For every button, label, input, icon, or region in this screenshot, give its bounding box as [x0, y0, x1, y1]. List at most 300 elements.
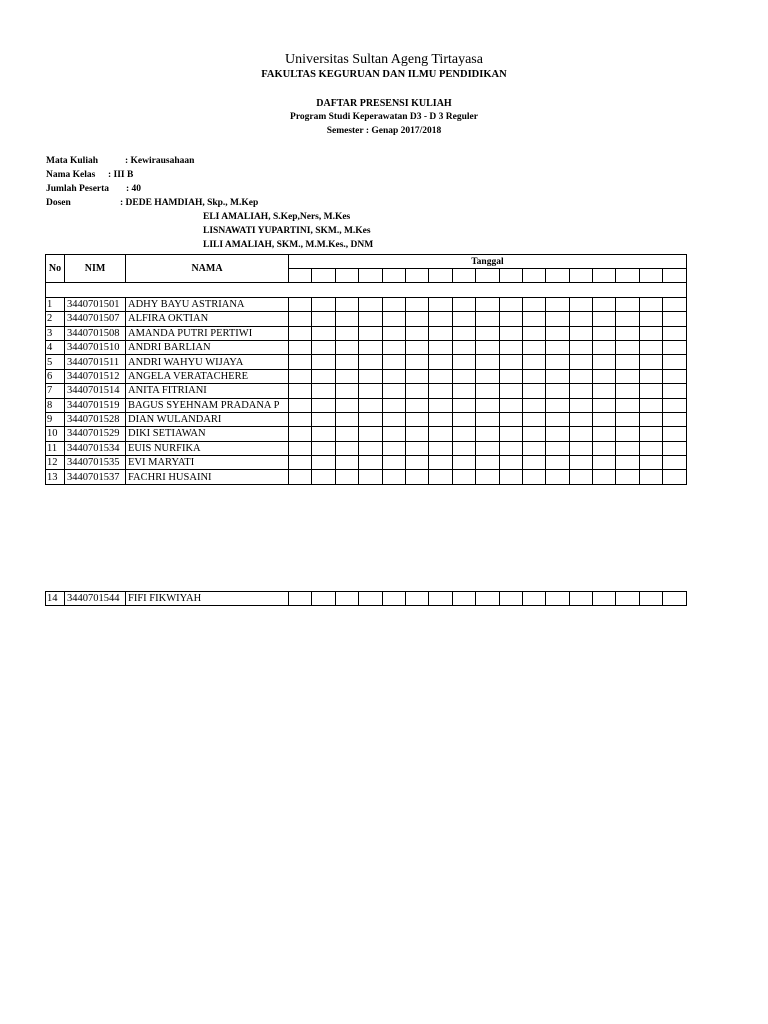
- attendance-cell: [593, 355, 616, 369]
- attendance-cell: [639, 412, 662, 426]
- attendance-cell: [476, 369, 499, 383]
- attendance-cell: [616, 427, 639, 441]
- row-number: 14: [46, 592, 65, 606]
- attendance-cell: [593, 470, 616, 484]
- date-cell: [452, 269, 475, 283]
- attendance-cell: [382, 297, 405, 311]
- attendance-cell: [616, 340, 639, 354]
- student-name: ANDRI BARLIAN: [126, 340, 289, 354]
- date-cell: [663, 269, 687, 283]
- attendance-cell: [335, 340, 358, 354]
- student-nim: 3440701529: [65, 427, 126, 441]
- attendance-cell: [312, 326, 335, 340]
- attendance-cell: [569, 297, 592, 311]
- table-row: [46, 312, 687, 326]
- attendance-cell: [593, 427, 616, 441]
- attendance-cell: [546, 427, 569, 441]
- attendance-cell: [312, 384, 335, 398]
- attendance-cell: [639, 592, 662, 606]
- row-number: 10: [46, 427, 65, 441]
- attendance-cell: [663, 456, 687, 470]
- attendance-cell: [452, 369, 475, 383]
- attendance-cell: [359, 412, 382, 426]
- attendance-cell: [312, 369, 335, 383]
- student-name: AMANDA PUTRI PERTIWI: [126, 326, 289, 340]
- attendance-cell: [569, 456, 592, 470]
- attendance-cell: [546, 312, 569, 326]
- attendance-cell: [569, 369, 592, 383]
- attendance-cell: [335, 470, 358, 484]
- lecturer-name: : DEDE HAMDIAH, Skp., M.Kep: [120, 198, 259, 208]
- row-number: 4: [46, 340, 65, 354]
- attendance-cell: [663, 412, 687, 426]
- attendance-cell: [593, 369, 616, 383]
- attendance-cell: [335, 312, 358, 326]
- attendance-cell: [429, 340, 452, 354]
- attendance-cell: [663, 427, 687, 441]
- attendance-cell: [569, 441, 592, 455]
- date-cell: [499, 269, 522, 283]
- attendance-cell: [476, 326, 499, 340]
- attendance-cell: [452, 398, 475, 412]
- attendance-cell: [312, 592, 335, 606]
- attendance-cell: [405, 456, 428, 470]
- attendance-cell: [405, 470, 428, 484]
- date-cell: [382, 269, 405, 283]
- attendance-cell: [452, 297, 475, 311]
- attendance-cell: [452, 427, 475, 441]
- date-cell: [593, 269, 616, 283]
- attendance-cell: [663, 312, 687, 326]
- attendance-cell: [359, 369, 382, 383]
- student-nim: 3440701519: [65, 398, 126, 412]
- attendance-cell: [476, 441, 499, 455]
- attendance-cell: [476, 384, 499, 398]
- attendance-cell: [499, 326, 522, 340]
- attendance-cell: [569, 592, 592, 606]
- table-row: [46, 355, 687, 369]
- attendance-cell: [382, 427, 405, 441]
- row-number: 11: [46, 441, 65, 455]
- attendance-cell: [663, 340, 687, 354]
- table-row: [46, 592, 687, 606]
- date-cell: [546, 269, 569, 283]
- attendance-cell: [382, 384, 405, 398]
- attendance-cell: [499, 427, 522, 441]
- attendance-cell: [593, 592, 616, 606]
- attendance-cell: [499, 340, 522, 354]
- university-name: Universitas Sultan Ageng Tirtayasa: [285, 52, 483, 67]
- attendance-cell: [593, 384, 616, 398]
- lecturer-name: LISNAWATI YUPARTINI, SKM., M.Kes: [203, 226, 371, 236]
- attendance-cell: [405, 355, 428, 369]
- attendance-cell: [499, 441, 522, 455]
- attendance-cell: [335, 369, 358, 383]
- attendance-cell: [522, 398, 545, 412]
- student-nim: 3440701544: [65, 592, 126, 606]
- attendance-cell: [593, 312, 616, 326]
- student-name: DIKI SETIAWAN: [126, 427, 289, 441]
- no-header: No: [46, 255, 65, 283]
- attendance-cell: [639, 427, 662, 441]
- attendance-cell: [335, 592, 358, 606]
- attendance-cell: [616, 369, 639, 383]
- attendance-cell: [639, 369, 662, 383]
- date-cell: [639, 269, 662, 283]
- student-name: EUIS NURFIKA: [126, 441, 289, 455]
- attendance-cell: [569, 427, 592, 441]
- attendance-cell: [569, 312, 592, 326]
- attendance-cell: [569, 470, 592, 484]
- student-name: DIAN WULANDARI: [126, 412, 289, 426]
- attendance-cell: [593, 297, 616, 311]
- attendance-cell: [522, 340, 545, 354]
- attendance-cell: [663, 355, 687, 369]
- student-name: ANITA FITRIANI: [126, 384, 289, 398]
- attendance-cell: [289, 412, 312, 426]
- student-nim: 3440701534: [65, 441, 126, 455]
- attendance-cell: [382, 340, 405, 354]
- lecturer-label: Dosen: [46, 198, 71, 208]
- attendance-cell: [405, 384, 428, 398]
- semester: Semester : Genap 2017/2018: [326, 126, 442, 136]
- student-nim: 3440701535: [65, 456, 126, 470]
- attendance-cell: [616, 398, 639, 412]
- attendance-cell: [616, 456, 639, 470]
- attendance-cell: [522, 441, 545, 455]
- attendance-cell: [476, 456, 499, 470]
- attendance-cell: [289, 297, 312, 311]
- student-nim: 3440701511: [65, 355, 126, 369]
- attendance-cell: [522, 355, 545, 369]
- student-nim: 3440701507: [65, 312, 126, 326]
- attendance-cell: [312, 427, 335, 441]
- attendance-cell: [476, 312, 499, 326]
- study-program: Program Studi Keperawatan D3 - D 3 Reguler: [290, 112, 478, 122]
- attendance-cell: [616, 470, 639, 484]
- attendance-cell: [593, 412, 616, 426]
- attendance-cell: [359, 355, 382, 369]
- attendance-cell: [429, 384, 452, 398]
- table-row: [46, 340, 687, 354]
- attendance-cell: [639, 312, 662, 326]
- attendance-cell: [663, 592, 686, 606]
- attendance-cell: [405, 398, 428, 412]
- row-number: 8: [46, 398, 65, 412]
- attendance-cell: [639, 297, 662, 311]
- attendance-cell: [335, 297, 358, 311]
- table-row: [46, 297, 687, 311]
- attendance-cell: [522, 456, 545, 470]
- attendance-cell: [335, 412, 358, 426]
- date-cell: [289, 269, 312, 283]
- attendance-cell: [476, 592, 499, 606]
- lecturer-name: ELI AMALIAH, S.Kep,Ners, M.Kes: [203, 212, 351, 222]
- student-nim: 3440701510: [65, 340, 126, 354]
- attendance-cell: [382, 398, 405, 412]
- attendance-cell: [359, 427, 382, 441]
- student-nim: 3440701508: [65, 326, 126, 340]
- attendance-cell: [312, 340, 335, 354]
- attendance-cell: [546, 369, 569, 383]
- attendance-cell: [452, 340, 475, 354]
- attendance-cell: [522, 470, 545, 484]
- table-row: [46, 412, 687, 426]
- attendance-cell: [359, 441, 382, 455]
- attendance-cell: [569, 412, 592, 426]
- attendance-cell: [359, 312, 382, 326]
- attendance-cell: [335, 441, 358, 455]
- attendance-cell: [522, 326, 545, 340]
- attendance-cell: [499, 592, 522, 606]
- attendance-cell: [335, 427, 358, 441]
- attendance-cell: [663, 441, 687, 455]
- spacer-cell: [46, 283, 687, 297]
- attendance-cell: [546, 398, 569, 412]
- attendance-cell: [452, 412, 475, 426]
- nama-header: NAMA: [126, 255, 289, 283]
- table-row: [46, 369, 687, 383]
- attendance-cell: [452, 456, 475, 470]
- date-cell: [476, 269, 499, 283]
- attendance-cell: [546, 441, 569, 455]
- attendance-cell: [616, 412, 639, 426]
- attendance-cell: [546, 456, 569, 470]
- attendance-cell: [476, 297, 499, 311]
- attendance-cell: [312, 470, 335, 484]
- table-row: [46, 326, 687, 340]
- attendance-cell: [499, 384, 522, 398]
- attendance-cell: [382, 326, 405, 340]
- attendance-cell: [405, 441, 428, 455]
- attendance-cell: [639, 470, 662, 484]
- attendance-cell: [639, 384, 662, 398]
- attendance-cell: [546, 592, 569, 606]
- table-row: [46, 427, 687, 441]
- attendance-cell: [382, 456, 405, 470]
- attendance-cell: [663, 326, 687, 340]
- attendance-cell: [359, 398, 382, 412]
- attendance-cell: [359, 297, 382, 311]
- class-value: : III B: [108, 170, 134, 180]
- attendance-cell: [382, 369, 405, 383]
- attendance-cell: [312, 312, 335, 326]
- table-row: [46, 470, 687, 484]
- row-number: 13: [46, 470, 65, 484]
- attendance-cell: [335, 355, 358, 369]
- attendance-cell: [569, 326, 592, 340]
- attendance-cell: [452, 326, 475, 340]
- date-cell: [569, 269, 592, 283]
- attendance-cell: [429, 297, 452, 311]
- attendance-cell: [639, 326, 662, 340]
- attendance-cell: [546, 355, 569, 369]
- attendance-cell: [312, 441, 335, 455]
- attendance-cell: [476, 340, 499, 354]
- attendance-cell: [569, 398, 592, 412]
- attendance-cell: [312, 297, 335, 311]
- student-name: FIFI FIKWIYAH: [126, 592, 289, 606]
- row-number: 2: [46, 312, 65, 326]
- class-label: Nama Kelas: [46, 170, 96, 180]
- attendance-cell: [499, 355, 522, 369]
- date-cell: [359, 269, 382, 283]
- attendance-cell: [546, 470, 569, 484]
- attendance-cell: [639, 355, 662, 369]
- attendance-cell: [546, 384, 569, 398]
- attendance-cell: [663, 297, 687, 311]
- attendance-cell: [359, 384, 382, 398]
- attendance-cell: [335, 326, 358, 340]
- attendance-cell: [382, 312, 405, 326]
- attendance-cell: [405, 340, 428, 354]
- attendance-cell: [639, 398, 662, 412]
- attendance-cell: [569, 340, 592, 354]
- attendance-cell: [382, 441, 405, 455]
- attendance-cell: [335, 384, 358, 398]
- attendance-cell: [382, 355, 405, 369]
- attendance-cell: [289, 326, 312, 340]
- row-number: 6: [46, 369, 65, 383]
- participants-label: Jumlah Peserta: [46, 184, 110, 194]
- attendance-cell: [429, 470, 452, 484]
- table-row: [46, 384, 687, 398]
- attendance-cell: [499, 312, 522, 326]
- attendance-cell: [663, 384, 687, 398]
- attendance-cell: [499, 456, 522, 470]
- attendance-cell: [616, 326, 639, 340]
- attendance-cell: [522, 297, 545, 311]
- date-cell: [522, 269, 545, 283]
- student-name: BAGUS SYEHNAM PRADANA P: [126, 398, 289, 412]
- attendance-cell: [289, 456, 312, 470]
- attendance-cell: [335, 456, 358, 470]
- attendance-cell: [405, 326, 428, 340]
- attendance-cell: [289, 441, 312, 455]
- attendance-table-continued: [45, 591, 687, 606]
- row-number: 12: [46, 456, 65, 470]
- attendance-cell: [499, 369, 522, 383]
- attendance-cell: [522, 384, 545, 398]
- attendance-cell: [593, 398, 616, 412]
- attendance-cell: [289, 312, 312, 326]
- attendance-cell: [546, 297, 569, 311]
- spacer-row: [46, 283, 687, 297]
- attendance-cell: [476, 355, 499, 369]
- attendance-cell: [616, 384, 639, 398]
- attendance-cell: [499, 398, 522, 412]
- attendance-cell: [476, 398, 499, 412]
- attendance-cell: [452, 592, 475, 606]
- row-number: 7: [46, 384, 65, 398]
- nim-header: NIM: [65, 255, 126, 283]
- attendance-cell: [359, 592, 382, 606]
- attendance-cell: [452, 470, 475, 484]
- attendance-cell: [593, 456, 616, 470]
- date-cell: [312, 269, 335, 283]
- attendance-cell: [593, 340, 616, 354]
- attendance-cell: [476, 470, 499, 484]
- attendance-cell: [405, 412, 428, 426]
- attendance-cell: [616, 297, 639, 311]
- attendance-cell: [289, 340, 312, 354]
- attendance-cell: [405, 297, 428, 311]
- attendance-cell: [429, 441, 452, 455]
- attendance-cell: [335, 398, 358, 412]
- attendance-cell: [429, 456, 452, 470]
- attendance-cell: [616, 441, 639, 455]
- attendance-cell: [663, 369, 687, 383]
- attendance-cell: [476, 427, 499, 441]
- attendance-cell: [289, 384, 312, 398]
- attendance-cell: [405, 427, 428, 441]
- attendance-cell: [289, 427, 312, 441]
- attendance-cell: [429, 355, 452, 369]
- lecturer-name: LILI AMALIAH, SKM., M.M.Kes., DNM: [203, 240, 374, 250]
- table-row: [46, 441, 687, 455]
- attendance-cell: [359, 456, 382, 470]
- attendance-cell: [499, 297, 522, 311]
- course-value: : Kewirausahaan: [125, 156, 195, 166]
- attendance-cell: [639, 340, 662, 354]
- attendance-cell: [616, 355, 639, 369]
- student-nim: 3440701528: [65, 412, 126, 426]
- attendance-cell: [289, 355, 312, 369]
- attendance-cell: [522, 412, 545, 426]
- faculty-name: FAKULTAS KEGURUAN DAN ILMU PENDIDIKAN: [261, 69, 507, 80]
- attendance-cell: [593, 441, 616, 455]
- attendance-cell: [359, 326, 382, 340]
- tanggal-header: Tanggal: [289, 255, 687, 269]
- attendance-cell: [382, 470, 405, 484]
- attendance-cell: [452, 312, 475, 326]
- student-name: ANDRI WAHYU WIJAYA: [126, 355, 289, 369]
- student-nim: 3440701537: [65, 470, 126, 484]
- attendance-cell: [429, 427, 452, 441]
- attendance-cell: [522, 427, 545, 441]
- row-number: 9: [46, 412, 65, 426]
- row-number: 3: [46, 326, 65, 340]
- attendance-cell: [452, 355, 475, 369]
- attendance-cell: [522, 369, 545, 383]
- attendance-cell: [312, 412, 335, 426]
- attendance-cell: [382, 412, 405, 426]
- course-label: Mata Kuliah: [46, 156, 98, 166]
- date-cell: [335, 269, 358, 283]
- attendance-cell: [569, 384, 592, 398]
- attendance-cell: [359, 470, 382, 484]
- attendance-cell: [569, 355, 592, 369]
- attendance-cell: [452, 384, 475, 398]
- attendance-cell: [429, 326, 452, 340]
- attendance-cell: [639, 456, 662, 470]
- attendance-cell: [312, 456, 335, 470]
- student-name: EVI MARYATI: [126, 456, 289, 470]
- attendance-cell: [663, 470, 687, 484]
- date-cell: [405, 269, 428, 283]
- student-name: FACHRI HUSAINI: [126, 470, 289, 484]
- date-cell: [616, 269, 639, 283]
- student-name: ANGELA VERATACHERE: [126, 369, 289, 383]
- table-row: [46, 456, 687, 470]
- attendance-cell: [663, 398, 687, 412]
- attendance-cell: [499, 470, 522, 484]
- student-nim: 3440701512: [65, 369, 126, 383]
- attendance-cell: [405, 312, 428, 326]
- attendance-cell: [476, 412, 499, 426]
- header-row: [46, 255, 687, 269]
- attendance-cell: [312, 398, 335, 412]
